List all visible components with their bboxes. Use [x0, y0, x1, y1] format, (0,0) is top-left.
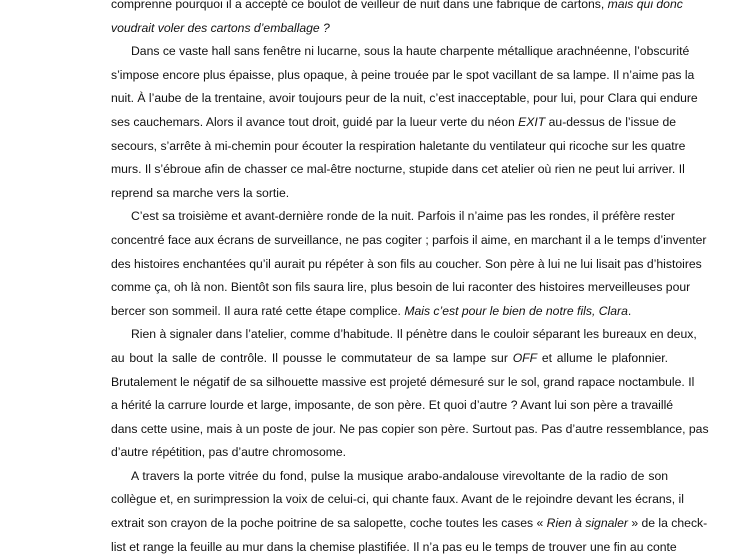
- text-line: [111, 87, 698, 111]
- italic-text: Mais c’est pour le bien de notre fils, Clara: [404, 303, 628, 318]
- text-line: [111, 465, 668, 489]
- text-line: [111, 512, 708, 536]
- italic-text: voudrait voler des cartons d’emballage ?: [111, 20, 330, 35]
- text-run: au-dessus de l’issue de: [545, 114, 677, 129]
- text-run: list et range la feuille au mur dans la chemise plastifiée. Il n’a pas eu le temps de trouver une fin au conte: [111, 539, 677, 554]
- text-run: nuit. À l’aube de la trentaine, avoir toujours peur de la nuit, c’est inacceptable, pour lui, pour Clara qui endure: [111, 91, 698, 106]
- text-line: [111, 371, 695, 395]
- italic-text: mais qui donc: [607, 0, 683, 11]
- text-line: [111, 229, 707, 253]
- text-run: » de la check-: [627, 516, 708, 531]
- text-run: au bout la salle de contrôle. Il pousse le commutateur de sa lampe sur: [111, 350, 513, 365]
- text-line: [111, 111, 677, 135]
- document-page: [111, 0, 709, 559]
- text-run: concentré face aux écrans de surveillance, ne pas cogiter ; parfois il aime, en marchant il a le temps d’inventer: [111, 232, 707, 247]
- text-line: [111, 394, 674, 418]
- text-run: murs. Il s’ébroue afin de chasser ce mal-être nocturne, stupide dans cet atelier où rien ne peut lui arriver. Il: [111, 162, 685, 177]
- text-line: [111, 40, 690, 64]
- text-run: d’autre répétition, pas d’autre chromosome.: [111, 445, 347, 460]
- text-run: comme ça, oh là non. Bientôt son fils saura lire, plus besoin de lui raconter des histoires merveilleuses pour: [111, 280, 691, 295]
- text-run: bercer son sommeil. Il aura raté cette étape complice.: [111, 303, 405, 318]
- text-line: [111, 253, 702, 277]
- text-run: secours, s’arrête à mi-chemin pour écouter la respiration haletante du ventilateur qui ricoche sur les quatre: [111, 138, 686, 153]
- text-run: Brutalement le négatif de sa silhouette massive est projeté démesuré sur le sol, grand rapace noctambule. Il: [111, 374, 695, 389]
- text-run: collègue et, en surimpression la voix de celui-ci, qui chante faux. Avant de le rejoindre devant les écrans, il: [111, 492, 684, 507]
- text-run: .: [627, 303, 632, 318]
- text-run: Dans ce vaste hall sans fenêtre ni lucarne, sous la haute charpente métallique arachnéenne, l’obscurité: [131, 44, 690, 59]
- text-line: [111, 135, 686, 159]
- text-line: [111, 0, 683, 17]
- text-run: extrait son crayon de la poche poitrine de sa salopette, coche toutes les cases «: [111, 516, 547, 531]
- text-run: comprenne pourquoi il a accepté ce boulot de veilleur de nuit dans une fabrique de cartons,: [111, 0, 608, 11]
- text-line: [111, 536, 677, 559]
- text-line: [111, 276, 691, 300]
- text-run: ses cauchemars. Alors il avance tout droit, guidé par la lueur verte du néon: [111, 114, 519, 129]
- text-line: [111, 158, 685, 182]
- text-run: A travers la porte vitrée du fond, pulse la musique arabo-andalouse virevoltante de la radio de son: [131, 468, 668, 483]
- text-run: reprend sa marche vers la sortie.: [111, 185, 290, 200]
- italic-text: EXIT: [518, 114, 546, 129]
- text-run: s’impose encore plus épaisse, plus opaque, à peine trouée par le spot vacillant de sa lampe. Il n’aime pas la: [111, 67, 695, 82]
- text-run: dans cette usine, mais à un poste de jour. Ne pas copier son père. Surtout pas. Pas d’autre ressemblance, pas: [111, 421, 709, 436]
- text-line: [111, 300, 668, 324]
- text-run: C’est sa troisième et avant-dernière ronde de la nuit. Parfois il n’aime pas les rondes, il préfère rester: [131, 209, 675, 224]
- italic-text: Rien à signaler: [546, 516, 628, 531]
- text-line: [111, 347, 668, 371]
- text-line: [111, 205, 675, 229]
- italic-text: OFF: [512, 350, 538, 365]
- text-line: [111, 441, 668, 465]
- text-line: [111, 488, 684, 512]
- text-line: [111, 418, 709, 442]
- text-line: [111, 64, 695, 88]
- text-run: et allume le plafonnier.: [537, 350, 668, 365]
- text-line: [111, 323, 697, 347]
- text-line: [111, 17, 668, 41]
- text-run: Rien à signaler dans l’atelier, comme d’habitude. Il pénètre dans le couloir séparant les bureaux en deux,: [131, 327, 697, 342]
- text-line: [111, 182, 668, 206]
- text-run: a hérité la carrure lourde et large, imposante, de son père. Et quoi d’autre ? Avant lui son père a travaillé: [111, 398, 674, 413]
- text-run: des histoires enchantées qu’il aurait pu répéter à son fils au coucher. Son père à lui ne lui lisait pas d’histoires: [111, 256, 702, 271]
